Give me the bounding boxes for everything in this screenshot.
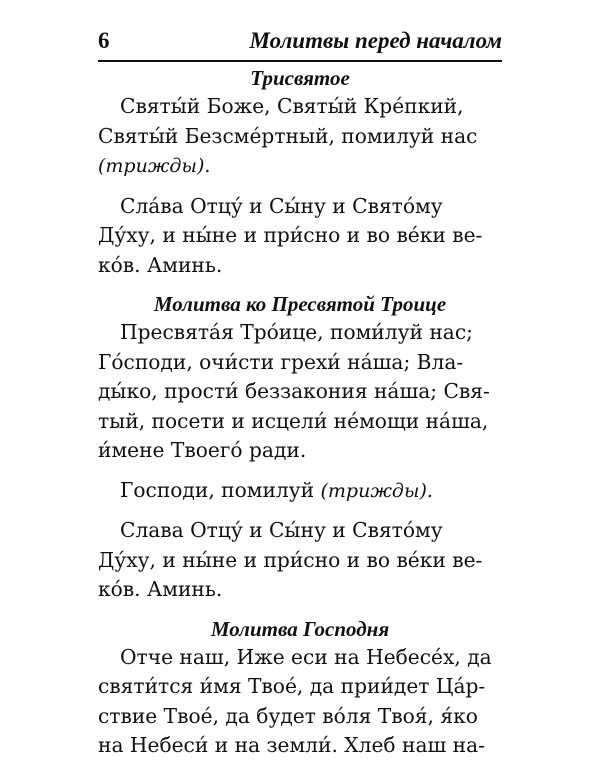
prayer-paragraph (98, 516, 502, 605)
text-line: Святы́й Безсме́ртный, помилуй нас (98, 123, 478, 148)
prayer-paragraph (98, 192, 502, 281)
running-title: Молитвы перед началом (249, 28, 502, 53)
text-line: ко́в. Аминь. (98, 577, 223, 601)
rubric-note: (трижды). (98, 155, 211, 177)
page-content (98, 64, 502, 761)
section-heading-lords-prayer: Молитва Господня (210, 616, 390, 641)
text-line: Ду́ху, и ны́не и при́сно и во ве́ки ве- (98, 223, 483, 247)
text-line: Господи, помилуй (120, 477, 321, 502)
text-line: Сла́ва Отцу́ и Сы́ну и Свято́му (120, 193, 443, 218)
text-line: тый, посети и исцели́ не́мощи на́ша, (98, 408, 489, 433)
text-line: ствие Твое́, да будет во́ля Твоя́, я́ко (98, 703, 478, 728)
text-line: Слава Отцу́ и Сы́ну и Свято́му (120, 518, 443, 542)
text-line: Пресвята́я Тро́ице, поми́луй нас; (120, 320, 473, 344)
page-number: 6 (98, 28, 110, 53)
header-rule (98, 60, 502, 62)
text-line: Ду́ху, и ны́не и при́сно и во ве́ки ве- (98, 547, 483, 572)
text-line: Святы́й Боже, Святы́й Кре́пкий, (120, 94, 464, 118)
text-line: Отче наш, Иже еси на Небесе́х, да (120, 644, 492, 669)
text-line: святи́тся и́мя Твое́, да прии́дет Ца́р- (98, 674, 486, 698)
text-line: ко́в. Аминь. (98, 252, 223, 277)
page-header (98, 28, 502, 58)
prayer-paragraph (98, 643, 502, 761)
text-line: на Небеси́ и на земли́. Хлеб наш на- (98, 733, 485, 757)
section-heading-trinity: Молитва ко Пресвятой Троице (153, 292, 447, 316)
rubric-note: (трижды). (320, 479, 433, 502)
text-line: и́мене Твоего́ ради. (98, 438, 307, 462)
prayer-paragraph (98, 318, 502, 466)
text-line: ды́ко, прости́ беззакония на́ша; Свя- (98, 379, 490, 403)
section-heading-trisagion: Трисвятое (250, 66, 350, 90)
prayer-paragraph (98, 476, 502, 507)
prayer-paragraph (98, 92, 502, 182)
text-line: Го́споди, очи́сти грехи́ на́ша; Вла- (98, 349, 464, 374)
